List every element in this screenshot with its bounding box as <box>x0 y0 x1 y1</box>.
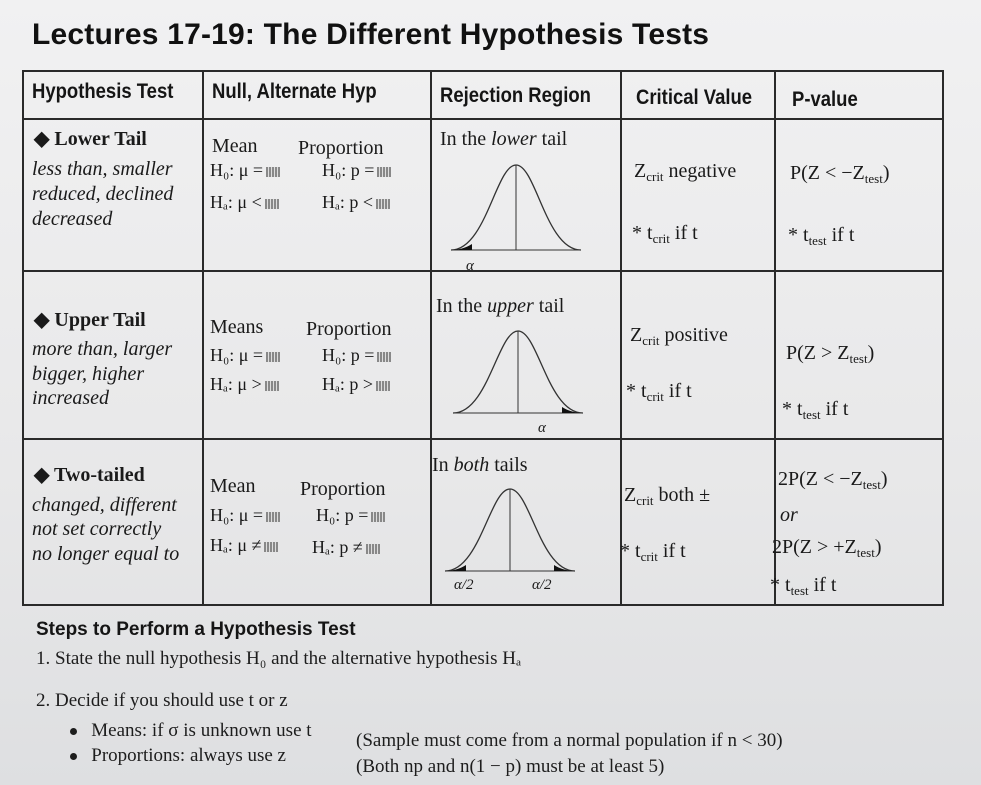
row-two-mean-h0: H₀: μ = <box>210 505 280 526</box>
steps-title: Steps to Perform a Hypothesis Test <box>36 619 356 640</box>
row-lower-mean-label: Mean <box>212 135 258 157</box>
bullet-means: Means: if σ is unknown use t <box>70 720 312 742</box>
row-lower-mean-h0: H₀: μ = <box>210 160 280 181</box>
row-two-pvalue: $2P(Z < -Z_{test})$ <box>778 468 888 492</box>
row-upper-keyword: increased <box>32 387 110 409</box>
row-two-prop-ha: Hₐ: p ≠ <box>312 537 380 558</box>
row-two-pvalue-t: * $t_{test}$ if t <box>770 574 837 598</box>
row-upper-pvalue-t: * $t_{test}$ if t <box>782 398 849 422</box>
row-upper-mean-h0: H₀: μ = <box>210 345 280 366</box>
row-lower-prop-h0: H₀: p = <box>322 160 391 181</box>
row-upper-crit-t: * $t_{crit}$ if t <box>626 380 692 404</box>
row-upper-crit-z: $Z_{crit}$ positive <box>630 324 728 348</box>
row-lower-keyword: reduced, declined <box>32 183 174 205</box>
row-two-alpha-left: α/2 <box>454 577 474 593</box>
row-upper-prop-label: Proportion <box>306 318 392 340</box>
row-lower-pvalue-t: * $t_{test}$ if t <box>788 224 855 248</box>
row-upper-pvalue: $P(Z > Z_{test})$ <box>786 342 875 366</box>
step-1: 1. State the null hypothesis H₀ and the alternative hypothesis Hₐ <box>36 648 522 669</box>
bullet-proportions: Proportions: always use z <box>70 745 286 767</box>
bullet-proportions-note: (Both np and n(1 − p) must be at least 5) <box>356 756 665 777</box>
row-lower-pvalue: $P(Z < -Z_{test})$ <box>790 162 890 186</box>
step-2: 2. Decide if you should use t or z <box>36 690 288 711</box>
row-lower-crit-t: * $t_{crit}$ if t <box>632 222 698 246</box>
row-two-alpha-right: α/2 <box>532 577 552 593</box>
row-lower-prop-label: Proportion <box>298 137 384 159</box>
row-two-test: ◆ Two-tailed <box>34 464 145 486</box>
row-two-mean-label: Mean <box>210 475 256 497</box>
header-p-value: P-value <box>792 88 858 111</box>
row-two-crit-t: * $t_{crit}$ if t <box>620 540 686 564</box>
row-lower-region: In the lower tail <box>440 128 568 150</box>
two-tail-curve <box>440 484 580 576</box>
row-upper-prop-h0: H₀: p = <box>322 345 391 366</box>
row-lower-prop-ha: Hₐ: p < <box>322 192 390 213</box>
header-hypothesis-test: Hypothesis Test <box>32 80 174 103</box>
page-title: Lectures 17-19: The Different Hypothesis Tests <box>32 18 710 51</box>
row-upper-keyword: more than, larger <box>32 338 173 360</box>
lower-tail-curve <box>446 160 586 255</box>
header-critical-value: Critical Value <box>636 86 753 109</box>
row-upper-alpha: α <box>538 420 546 436</box>
row-two-pvalue-or: or <box>780 504 798 526</box>
row-upper-region: In the upper tail <box>436 295 565 317</box>
row-lower-test: ◆ Lower Tail <box>34 128 147 150</box>
upper-tail-curve <box>448 326 588 418</box>
row-lower-keyword: decreased <box>32 208 113 230</box>
row-two-keyword: not set correctly <box>32 518 162 540</box>
row-lower-mean-ha: Hₐ: μ < <box>210 192 279 213</box>
row-two-crit-z: $Z_{crit}$ both ± <box>624 484 711 508</box>
row-two-prop-h0: H₀: p = <box>316 505 385 526</box>
row-two-region: In both tails <box>432 454 528 476</box>
header-null-alt: Null, Alternate Hyp <box>212 80 377 103</box>
row-lower-alpha: α <box>466 258 474 274</box>
row-two-keyword: no longer equal to <box>32 543 180 565</box>
row-lower-crit-z: $Z_{crit}$ negative <box>634 160 737 184</box>
row-upper-keyword: bigger, higher <box>32 363 145 385</box>
row-upper-test: ◆ Upper Tail <box>34 309 146 331</box>
header-rejection-region: Rejection Region <box>440 84 591 107</box>
row-upper-mean-ha: Hₐ: μ > <box>210 374 279 395</box>
row-two-mean-ha: Hₐ: μ ≠ <box>210 535 278 556</box>
row-lower-keyword: less than, smaller <box>32 158 173 180</box>
bullet-means-note: (Sample must come from a normal population if n < 30) <box>356 730 783 751</box>
row-upper-prop-ha: Hₐ: p > <box>322 374 390 395</box>
row-two-pvalue-2: $2P(Z > +Z_{test})$ <box>772 536 882 560</box>
row-upper-mean-label: Means <box>210 316 264 338</box>
row-two-prop-label: Proportion <box>300 478 386 500</box>
row-two-keyword: changed, different <box>32 494 177 516</box>
